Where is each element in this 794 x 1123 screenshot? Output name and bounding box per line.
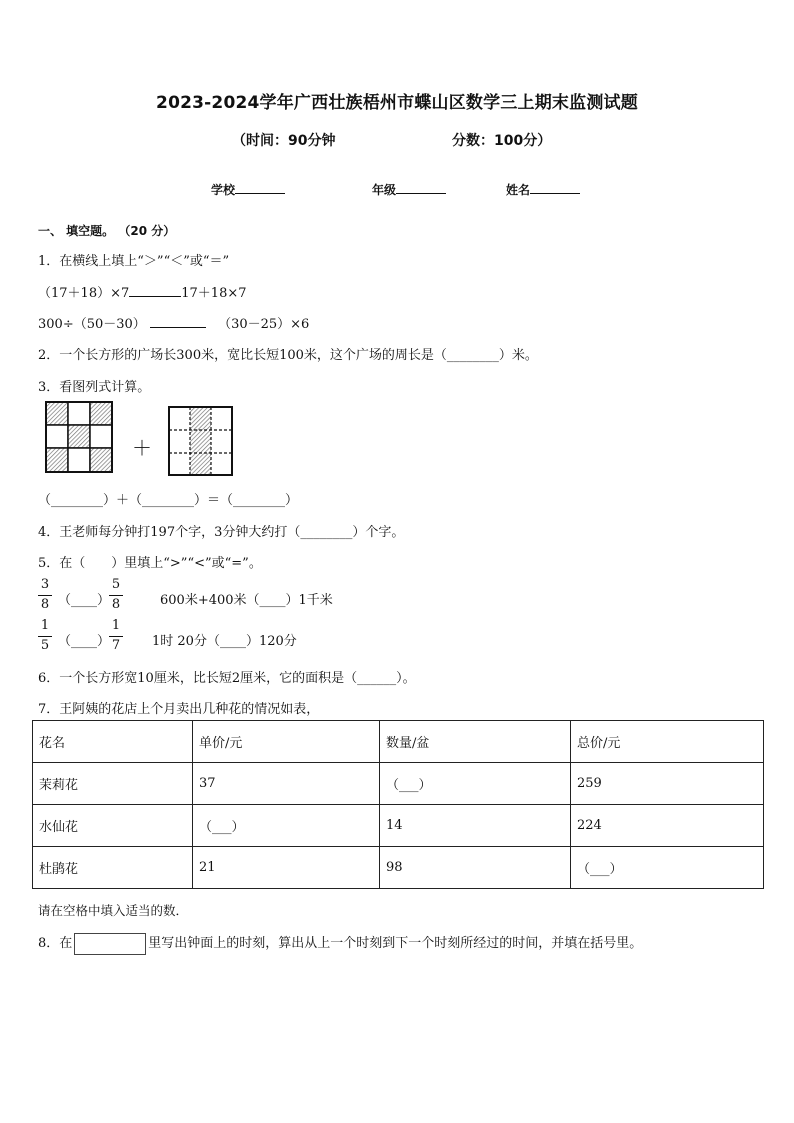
table-cell-blank[interactable]: （___） — [193, 805, 380, 847]
flower-sales-table — [32, 720, 764, 889]
table-header-cell: 总价/元 — [571, 721, 764, 763]
fraction-denominator: 7 — [111, 638, 121, 653]
plus-sign: ＋ — [132, 436, 152, 460]
fraction-numerator: 3 — [40, 577, 50, 592]
table-cell: 杜鹃花 — [33, 847, 193, 889]
q3-stem: 3．看图列式计算。 — [38, 380, 151, 395]
school-label: 学校 — [211, 183, 236, 197]
table-cell: 98 — [380, 847, 571, 889]
fraction-3-8 — [38, 578, 52, 612]
fraction-numerator: 1 — [40, 618, 50, 633]
table-row — [33, 763, 764, 805]
q5-blank-2[interactable]: （____） — [58, 634, 111, 649]
q1-stem: 1．在横线上填上“＞”“＜”或“＝” — [38, 254, 230, 269]
table-cell: 224 — [571, 805, 764, 847]
time-label: （时间：90分钟 — [232, 133, 336, 149]
table-header-row — [33, 721, 764, 763]
q1-row1-blank[interactable] — [129, 284, 181, 297]
q8-stem — [38, 932, 642, 955]
fraction-denominator: 8 — [40, 597, 50, 612]
section-title: 一、 填空题。 （20 分） — [38, 224, 176, 238]
grade-label: 年级 — [372, 183, 397, 197]
table-cell-blank[interactable]: （___） — [571, 847, 764, 889]
grid-figure-checker — [44, 400, 116, 475]
score-label: 分数：100分） — [452, 133, 552, 149]
table-header-cell: 数量/盆 — [380, 721, 571, 763]
q7-note: 请在空格中填入适当的数． — [38, 903, 189, 918]
q8-suffix: 里写出钟面上的时刻，算出从上一个时刻到下一个时刻所经过的时间，并填在括号里。 — [148, 936, 643, 951]
table-header-cell: 花名 — [33, 721, 193, 763]
table-row — [33, 847, 764, 889]
q4-stem: 4．王老师每分钟打197个字，3分钟大约打（________）个字。 — [38, 525, 405, 540]
q1-row2-left: 300÷（50－30） — [38, 317, 146, 332]
q1-row2 — [38, 313, 309, 332]
fraction-1-5 — [38, 619, 52, 653]
table-row — [33, 805, 764, 847]
q1-row1-left: （17＋18）×7 — [38, 286, 130, 301]
grid-figure-column — [167, 405, 235, 477]
q2-stem: 2．一个长方形的广场长300米，宽比长短100米，这个广场的周长是（________）米。 — [38, 348, 538, 363]
name-field[interactable] — [506, 181, 580, 198]
table-cell: 14 — [380, 805, 571, 847]
q5-row1-right: 600米+400米（____）1千米 — [160, 593, 333, 608]
q5-row2-right: 1时 20分（____）120分 — [152, 634, 297, 649]
fraction-denominator: 5 — [40, 638, 50, 653]
q5-blank-1[interactable]: （____） — [58, 593, 111, 608]
table-cell: 259 — [571, 763, 764, 805]
q8-answer-box[interactable] — [74, 933, 146, 955]
q1-row1-right: 17＋18×7 — [181, 286, 247, 301]
fraction-5-8 — [109, 578, 123, 612]
fraction-numerator: 5 — [111, 577, 121, 592]
name-blank[interactable] — [530, 181, 580, 194]
grade-field[interactable] — [372, 181, 446, 198]
school-field[interactable] — [211, 181, 285, 198]
q1-row2-blank[interactable] — [150, 315, 206, 328]
fraction-1-7 — [109, 619, 123, 653]
table-cell: 水仙花 — [33, 805, 193, 847]
school-blank[interactable] — [235, 181, 285, 194]
fraction-numerator: 1 — [111, 618, 121, 633]
table-cell: 21 — [193, 847, 380, 889]
page-title: 2023-2024学年广西壮族梧州市蝶山区数学三上期末监测试题 — [156, 93, 638, 113]
grade-blank[interactable] — [396, 181, 446, 194]
q6-stem: 6．一个长方形宽10厘米，比长短2厘米，它的面积是（______）。 — [38, 671, 416, 686]
q3-answer: （________）＋（________）＝（________） — [38, 493, 299, 508]
fraction-denominator: 8 — [111, 597, 121, 612]
name-label: 姓名 — [506, 183, 531, 197]
table-cell: 茉莉花 — [33, 763, 193, 805]
q1-row2-right: （30－25）×6 — [218, 317, 310, 332]
table-header-cell: 单价/元 — [193, 721, 380, 763]
q1-row1 — [38, 282, 247, 301]
q7-stem: 7．王阿姨的花店上个月卖出几种花的情况如表， — [38, 702, 320, 717]
q8-prefix: 8．在 — [38, 936, 73, 951]
table-cell: 37 — [193, 763, 380, 805]
q5-stem: 5．在（ ）里填上“>”“<”或“=”。 — [38, 556, 262, 571]
table-cell-blank[interactable]: （___） — [380, 763, 571, 805]
